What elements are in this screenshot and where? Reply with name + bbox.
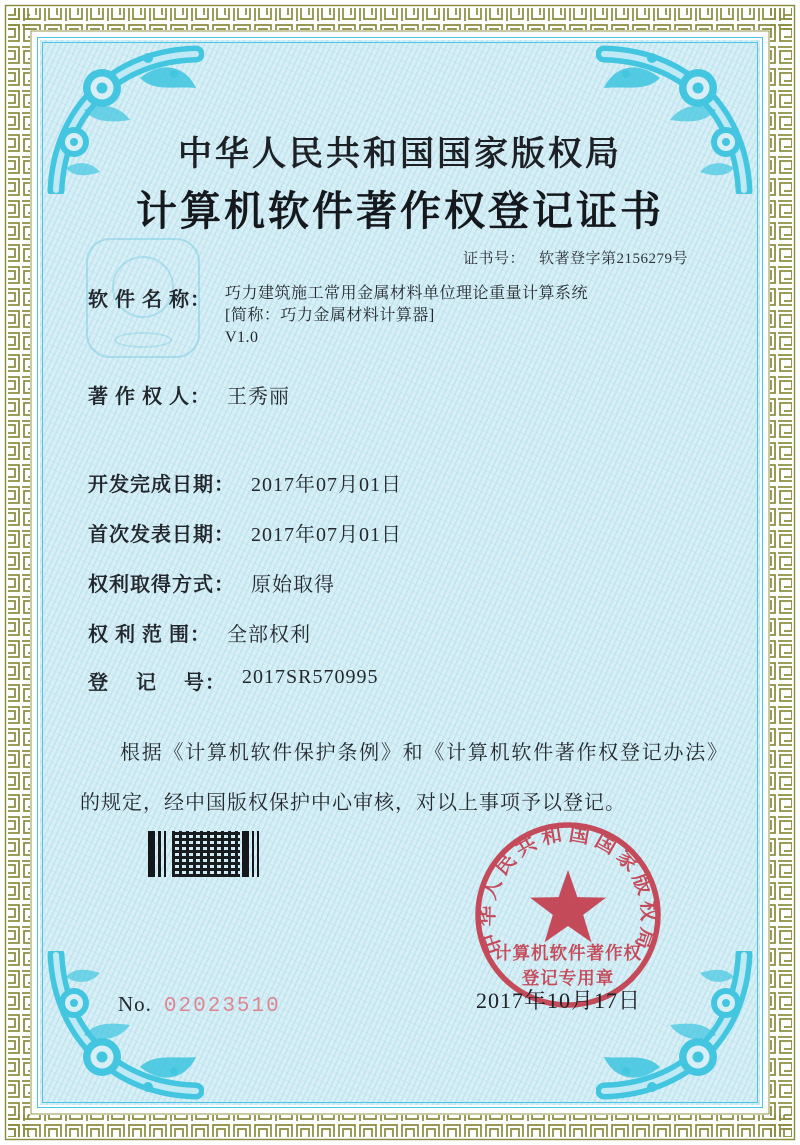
field-registration-number	[88, 666, 378, 695]
field-label: 权利取得方式：	[88, 574, 235, 596]
field-label: 登 记 号：	[88, 672, 226, 694]
field-label: 软 件 名 称：	[88, 289, 211, 311]
seal-arc-text: 中华人民共和国国家版权局	[476, 823, 660, 957]
field-label: 首次发表日期：	[88, 524, 235, 546]
field-value: 2017年07月01日	[251, 524, 402, 546]
field-value: 王秀丽	[227, 386, 290, 408]
seal-line-2: 登记专用章	[521, 968, 615, 988]
serial-number-line	[118, 992, 281, 1018]
field-software-name	[88, 283, 588, 349]
field-completion-date	[88, 468, 402, 497]
barcode	[148, 831, 262, 877]
authority-title: 中华人民共和国国家版权局	[178, 136, 622, 173]
field-label: 权 利 范 围：	[88, 624, 211, 646]
star-icon	[530, 870, 606, 942]
field-rights-acquisition	[88, 568, 335, 597]
serial-number-value: 02023510	[163, 995, 281, 1018]
field-copyright-owner	[88, 380, 290, 409]
field-label: 著 作 权 人：	[88, 386, 211, 408]
barcode-right-guard	[240, 831, 262, 877]
field-value: 2017SR570995	[242, 666, 379, 688]
seal-line-1: 计算机软件著作权	[494, 943, 642, 963]
field-value: 全部权利	[227, 624, 311, 646]
certificate-number-label: 证书号：	[462, 251, 525, 267]
certificate-title: 计算机软件著作权登记证书	[136, 188, 664, 234]
field-value: 2017年07月01日	[251, 474, 402, 496]
field-value: 原始取得	[251, 574, 335, 596]
field-label: 开发完成日期：	[88, 474, 235, 496]
field-rights-scope	[88, 618, 311, 647]
field-first-publication-date	[88, 518, 402, 547]
field-value	[225, 283, 588, 349]
software-name-line-3: V1.0	[225, 329, 259, 346]
barcode-left-guard	[148, 831, 172, 877]
registration-statement: 根据《计算机软件保护条例》和《计算机软件著作权登记办法》的规定，经中国版权保护中心审核，对以上事项予以登记。	[80, 742, 728, 814]
software-name-line-2: [简称：巧力金属材料计算器]	[225, 307, 435, 324]
certificate-number-value: 软著登字第2156279号	[538, 251, 688, 267]
software-name-line-1: 巧力建筑施工常用金属材料单位理论重量计算系统	[225, 285, 589, 302]
certificate-number-line	[463, 247, 688, 268]
issue-date: 2017年10月17日	[476, 988, 642, 1013]
barcode-matrix	[172, 831, 240, 877]
serial-number-label: No.	[118, 992, 152, 1016]
